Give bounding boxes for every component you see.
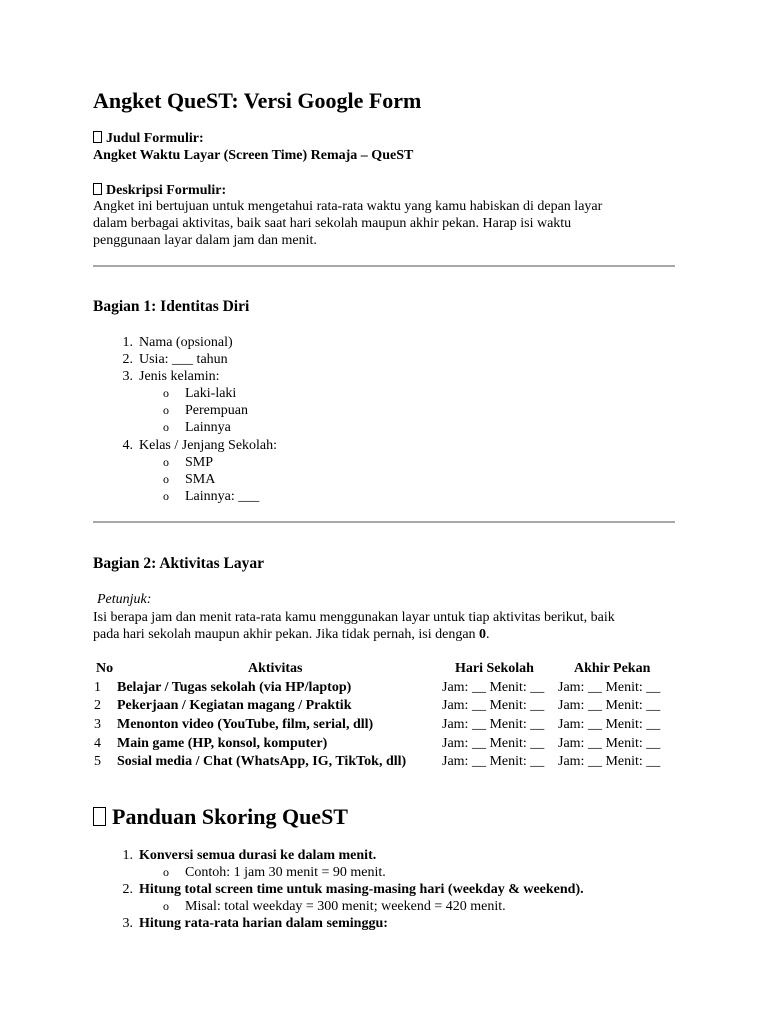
table-header-hari-sekolah: Hari Sekolah: [455, 661, 534, 676]
option-item: o SMP: [163, 455, 214, 470]
option-item: o Perempuan: [163, 403, 248, 418]
deskripsi-label-line: [93, 182, 226, 199]
page-title: Angket QueST: Versi Google Form: [93, 88, 422, 113]
divider: [93, 265, 675, 267]
deskripsi-label: Deskripsi Formulir:: [106, 183, 227, 198]
table-header-akhir-pekan: Akhir Pekan: [574, 661, 651, 676]
list-item: 3. Hitung rata-rata harian dalam seminggu:: [122, 916, 388, 931]
divider: [93, 521, 675, 523]
petunjuk-line-2: pada hari sekolah maupun akhir pekan. Jika tidak pernah, isi dengan 0.: [93, 627, 490, 642]
section-heading-bagian-2: Bagian 2: Aktivitas Layar: [93, 555, 264, 572]
list-item: 1. Nama (opsional): [122, 335, 233, 350]
option-item: o Contoh: 1 jam 30 menit = 90 menit.: [163, 865, 386, 880]
option-item: o Lainnya: [163, 420, 231, 435]
petunjuk-label: Petunjuk:: [97, 592, 152, 607]
list-item: 3. Jenis kelamin:: [122, 369, 220, 384]
option-item: o SMA: [163, 472, 216, 487]
option-item: o Lainnya: ___: [163, 489, 260, 504]
section-heading-panduan: Panduan Skoring QueST: [93, 804, 348, 830]
missing-glyph-icon: [93, 131, 102, 143]
option-item: o Laki-laki: [163, 386, 237, 401]
table-header-aktivitas: Aktivitas: [248, 661, 303, 676]
judul-label-line: [93, 130, 204, 147]
list-item: 2. Usia: ___ tahun: [122, 352, 228, 367]
judul-value: Angket Waktu Layar (Screen Time) Remaja – QueST: [93, 148, 414, 163]
judul-label: Judul Formulir:: [106, 131, 204, 146]
deskripsi-line: dalam berbagai aktivitas, baik saat hari sekolah maupun akhir pekan. Harap isi waktu: [93, 216, 572, 231]
option-item: o Misal: total weekday = 300 menit; weekend = 420 menit.: [163, 899, 506, 914]
document-page: Angket QueST: Versi Google Form Judul Formulir: Angket Waktu Layar (Screen Time) Remaja – QueST Deskripsi Formulir: Angket ini bertujuan untuk mengetahui rata-rata waktu yang kamu habiskan di depan layar dalam berbagai aktivitas, baik saat hari sekolah maupun akhir pekan. Harap isi waktu penggunaan layar dalam jam dan menit. Bagian 1: Identitas Diri 1. Nama (opsional) 2. Usia: ___ tahun 3. Jenis kelamin: o Laki-laki o Perempuan o Lainnya 4. Kelas / Jenjang Sekolah: o SMP o SMA o Lainnya: ___ Bagian 2: Aktivitas Layar Petunjuk: Isi berapa jam dan menit rata-rata kamu menggunakan layar untuk tiap aktivitas berikut, baik pada hari sekolah maupun akhir pekan. Jika tidak pernah, isi dengan 0. No Aktivitas Hari Sekolah Akhir Pekan 1 Belajar / Tugas sekolah (via HP/laptop) Jam: __ Menit: __ Jam: __ Menit: __ 2 Pekerjaan / Kegiatan magang / Praktik Jam: __ Menit: __ Jam: __ Menit: __ 3 Menonton video (YouTube, film, serial, dll) Jam: __ Menit: __ Jam: __ Menit: __ 4 Main game (HP, konsol, komputer) Jam: __ Menit: __ Jam: __ Menit: __ 5 Sosial media / Chat (WhatsApp, IG, TikTok, dll) Jam: __ Menit: __ Jam: __ Menit: __ Panduan Skoring QueST 1. Konversi semua durasi ke dalam menit. o Contoh: 1 jam 30 menit = 90 menit. 2. Hitung total screen time untuk masing-masing hari (weekday & weekend). o Misal: total weekday = 300 menit; weekend = 420 menit. 3. Hitung rata-rata harian dalam seminggu:: [0, 0, 768, 1024]
missing-glyph-icon: [93, 807, 106, 826]
deskripsi-line: Angket ini bertujuan untuk mengetahui rata-rata waktu yang kamu habiskan di depan layar: [93, 199, 603, 214]
section-heading-bagian-1: Bagian 1: Identitas Diri: [93, 298, 250, 315]
list-item: 1. Konversi semua durasi ke dalam menit.: [122, 848, 377, 863]
missing-glyph-icon: [93, 183, 102, 195]
deskripsi-line: penggunaan layar dalam jam dan menit.: [93, 233, 317, 248]
list-item: 2. Hitung total screen time untuk masing-masing hari (weekday & weekend).: [122, 882, 584, 897]
table-header-no: No: [96, 661, 114, 676]
list-item: 4. Kelas / Jenjang Sekolah:: [122, 438, 278, 453]
petunjuk-line: Isi berapa jam dan menit rata-rata kamu menggunakan layar untuk tiap aktivitas berikut, baik: [93, 610, 615, 625]
